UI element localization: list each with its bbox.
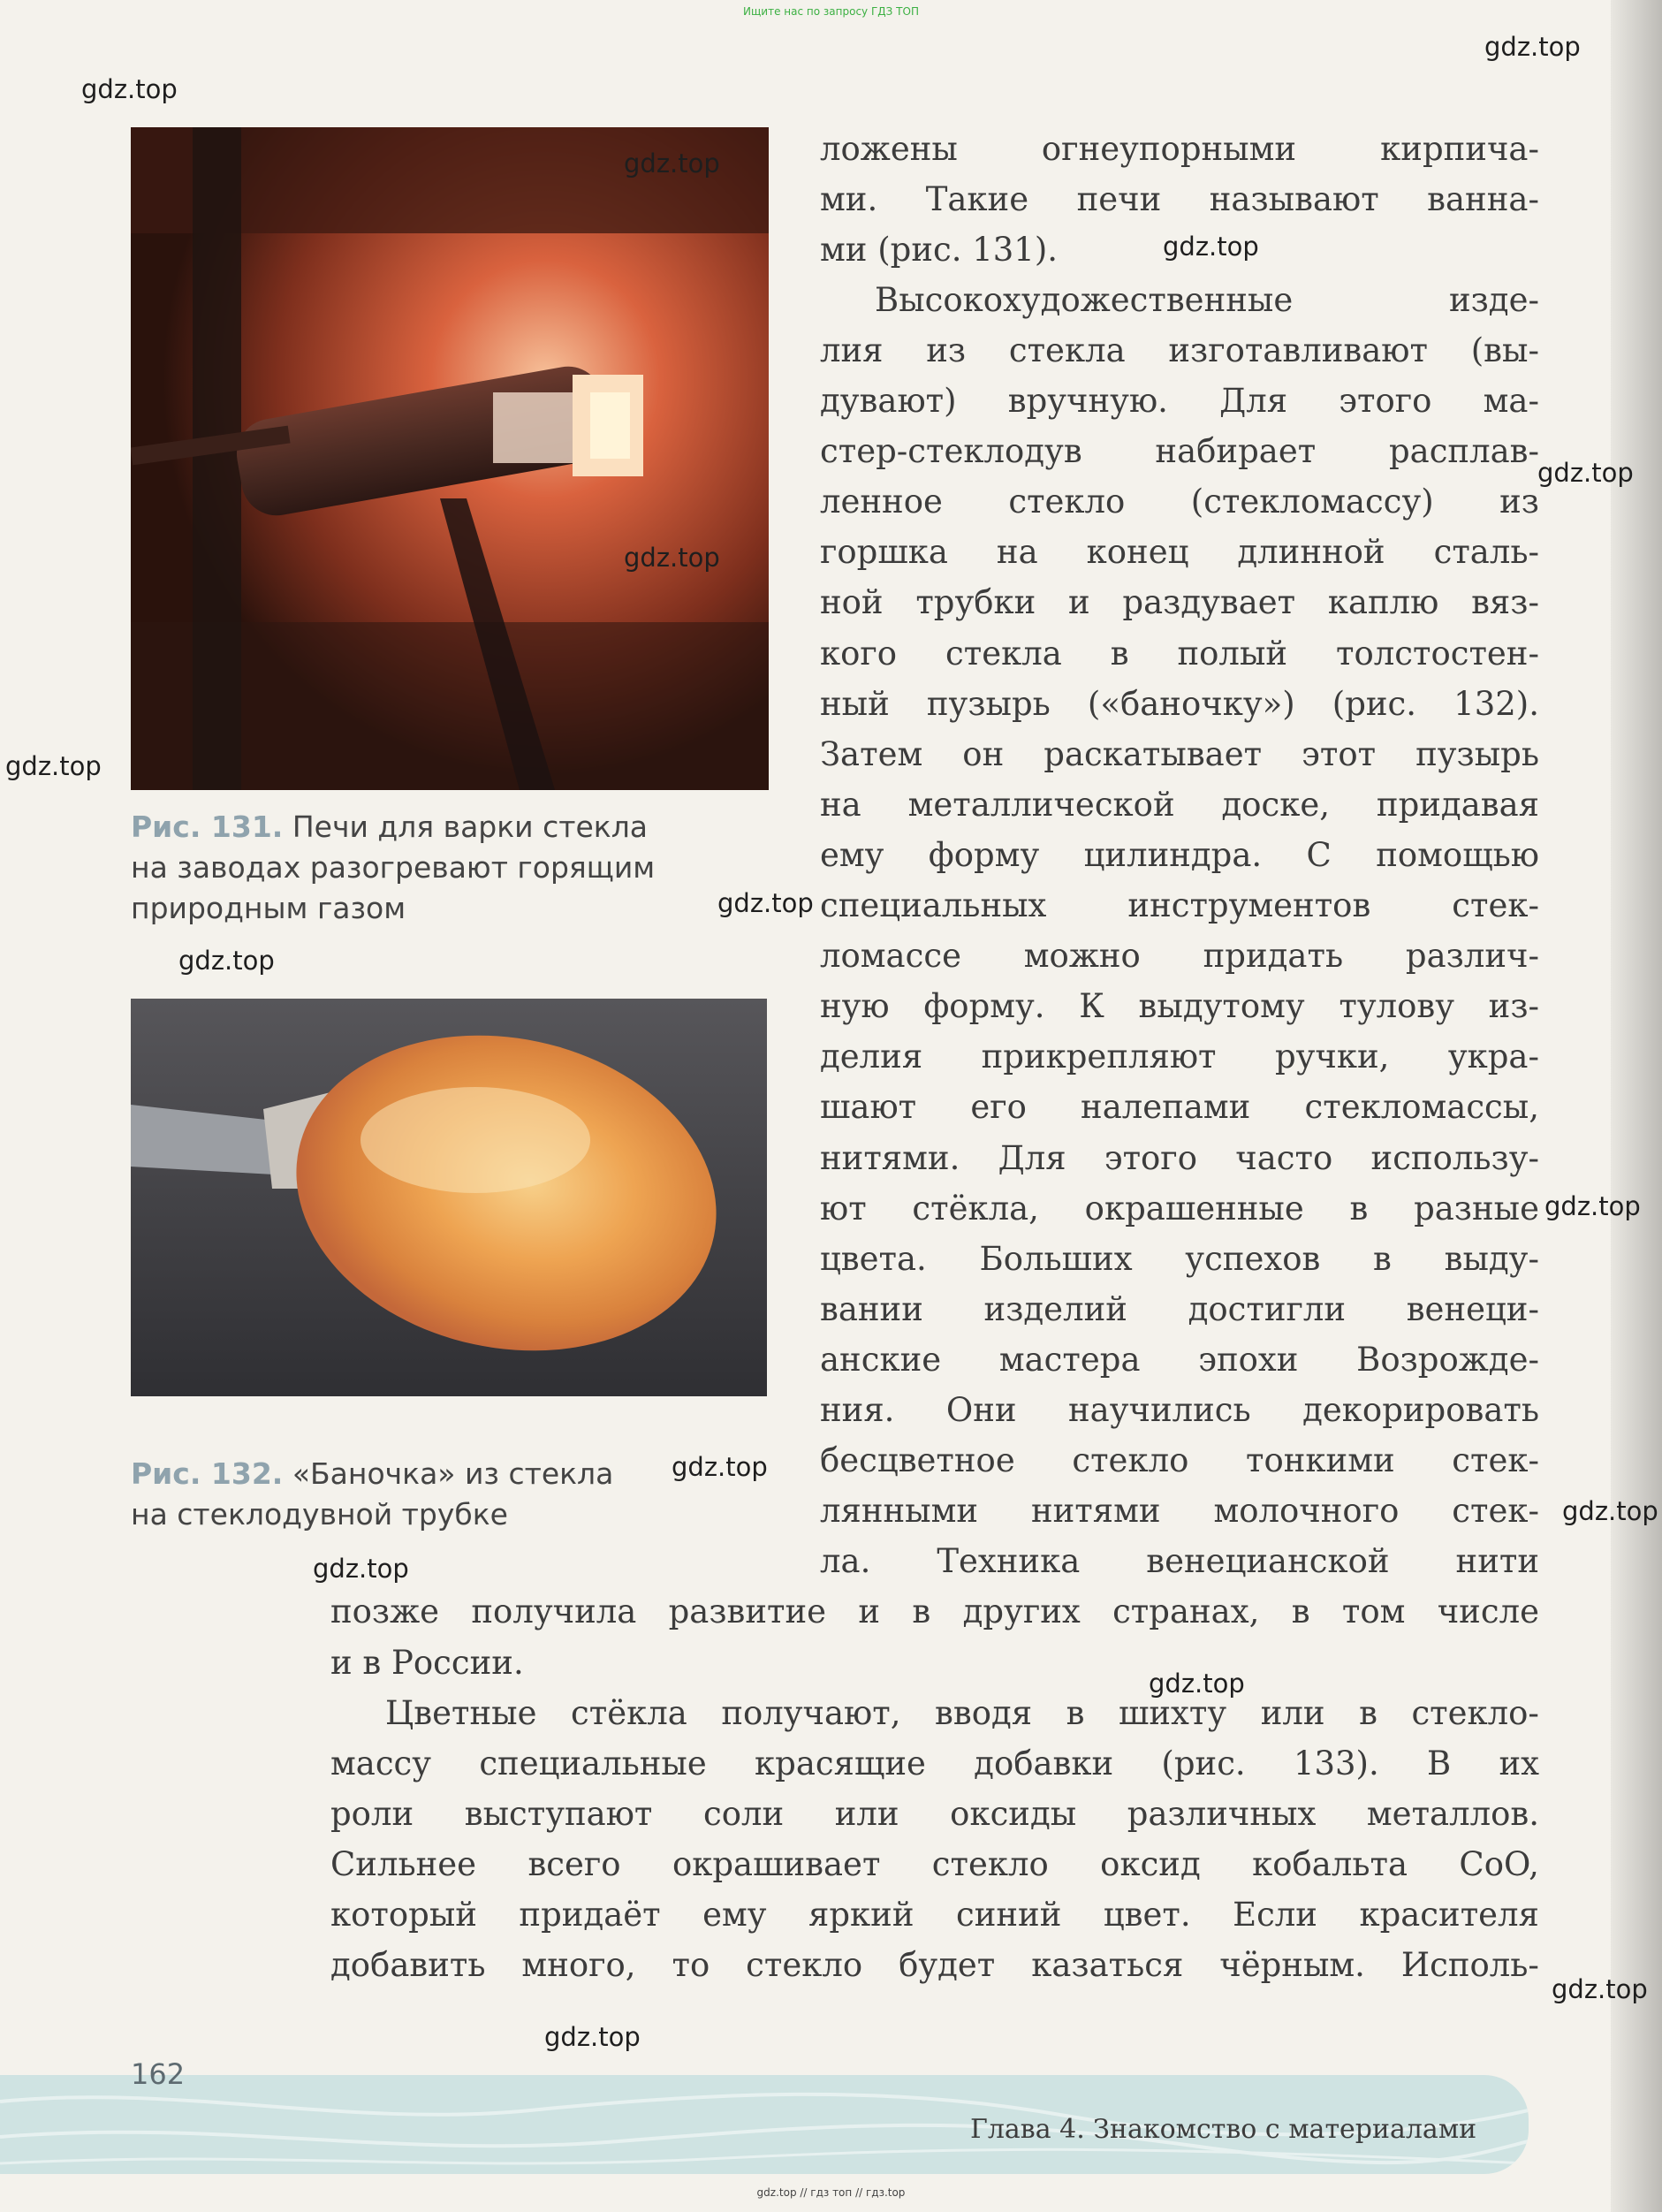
text-line: бесцветное стекло тонкими стек- [820,1441,1539,1480]
text-line: специальных инструментов стек- [820,886,1539,924]
figure-132-caption-line-1: Рис. 132. «Баночка» из стекла [131,1456,614,1491]
watermark: gdz.top [1562,1496,1658,1526]
text-line: ленное стекло (стекломассу) из [820,483,1539,521]
watermark: gdz.top [81,74,178,104]
text-line: Высокохудожественные изде- [875,280,1539,319]
watermark: gdz.top [5,751,102,781]
text-line: кого стекла в полый толстостен- [820,634,1539,673]
text-line: ный пузырь («баночку») (рис. 132). [820,684,1539,723]
text-line: ми (рис. 131). [820,230,1059,269]
text-line: Сильнее всего окрашивает стекло оксид кобальта CoO, [330,1844,1539,1883]
text-line: вании изделий достигли венеци- [820,1289,1539,1328]
text-line: и в России. [330,1643,524,1682]
chapter-title: Глава 4. Знакомство с материалами [970,2114,1477,2145]
text-line: горшка на конец длинной сталь- [820,533,1539,572]
text-line: цвета. Больших успехов в выду- [820,1239,1539,1278]
watermark: gdz.top [624,148,720,179]
watermark: gdz.top [1552,1974,1648,2004]
watermark: gdz.top [1163,232,1259,262]
watermark: gdz.top [1537,458,1634,488]
watermark: gdz.top [1484,32,1581,62]
top-banner: Ищите нас по запросу ГДЗ ТОП [743,5,919,18]
figure-131-caption-line-3: природным газом [131,891,406,925]
text-line: который придаёт ему яркий синий цвет. Если красителя [330,1896,1539,1934]
text-line: шают его налепами стекломассы, [820,1088,1539,1127]
text-line: ла. Техника венецианской нити [820,1542,1539,1581]
text-line: роли выступают соли или оксиды различных металлов. [330,1794,1539,1833]
text-line: ют стёкла, окрашенные в разные [820,1189,1539,1228]
figure-132-number: Рис. 132. [131,1456,284,1491]
watermark: gdz.top [717,888,814,918]
text-line: позже получила развитие и в других странах, в том числе [330,1592,1539,1631]
figure-131-caption [131,807,785,929]
text-line: лия из стекла изготавливают (вы- [820,331,1539,369]
figure-132-photo [131,999,767,1396]
figure-131-caption-line-2: на заводах разогревают горящим [131,850,656,885]
watermark: gdz.top [624,543,720,573]
text-line: стер-стеклодув набирает расплав- [820,432,1539,471]
text-line: массу специальные красящие добавки (рис. 133). В их [330,1744,1539,1783]
text-line: нитями. Для этого часто использу- [820,1138,1539,1177]
text-line: добавить много, то стекло будет казаться чёрным. Исполь- [330,1946,1539,1985]
watermark: gdz.top [544,2022,641,2052]
text-line: Цветные стёкла получают, вводя в шихту или в стекло- [385,1693,1539,1732]
figure-131-photo [131,127,769,790]
text-line: ми. Такие печи называют ванна- [820,179,1539,218]
watermark: gdz.top [1544,1191,1641,1221]
text-line: ной трубки и раздувает каплю вяз- [820,583,1539,622]
page-number: 162 [131,2057,186,2091]
text-line: Затем он раскатывает этот пузырь [820,734,1539,773]
text-line: ную форму. К выдутому тулову из- [820,987,1539,1026]
page-edge-shadow [1611,0,1662,2212]
text-line: дувают) вручную. Для этого ма- [820,382,1539,420]
text-line: ложены огнеупорными кирпича- [820,129,1539,168]
text-line: анские мастера эпохи Возрожде- [820,1340,1539,1379]
figure-131-number: Рис. 131. [131,810,284,844]
figure-132-caption-line-2: на стеклодувной трубке [131,1497,508,1532]
text-line: на металлической доске, придавая [820,785,1539,824]
text-line: ломассе можно придать различ- [820,937,1539,976]
text-line: лянными нитями молочного стек- [820,1492,1539,1531]
figure-131-caption-line-1: Рис. 131. Печи для варки стекла [131,810,649,844]
watermark: gdz.top [672,1452,768,1482]
text-line: делия прикрепляют ручки, укра- [820,1038,1539,1076]
watermark: gdz.top [178,946,275,976]
watermark: gdz.top [313,1554,409,1584]
text-line: ему форму цилиндра. С помощью [820,835,1539,874]
text-line: ния. Они научились декорировать [820,1391,1539,1429]
watermark: gdz.top [1149,1669,1245,1699]
bottom-banner: gdz.top // гдз топ // гдз.top [756,2186,906,2199]
